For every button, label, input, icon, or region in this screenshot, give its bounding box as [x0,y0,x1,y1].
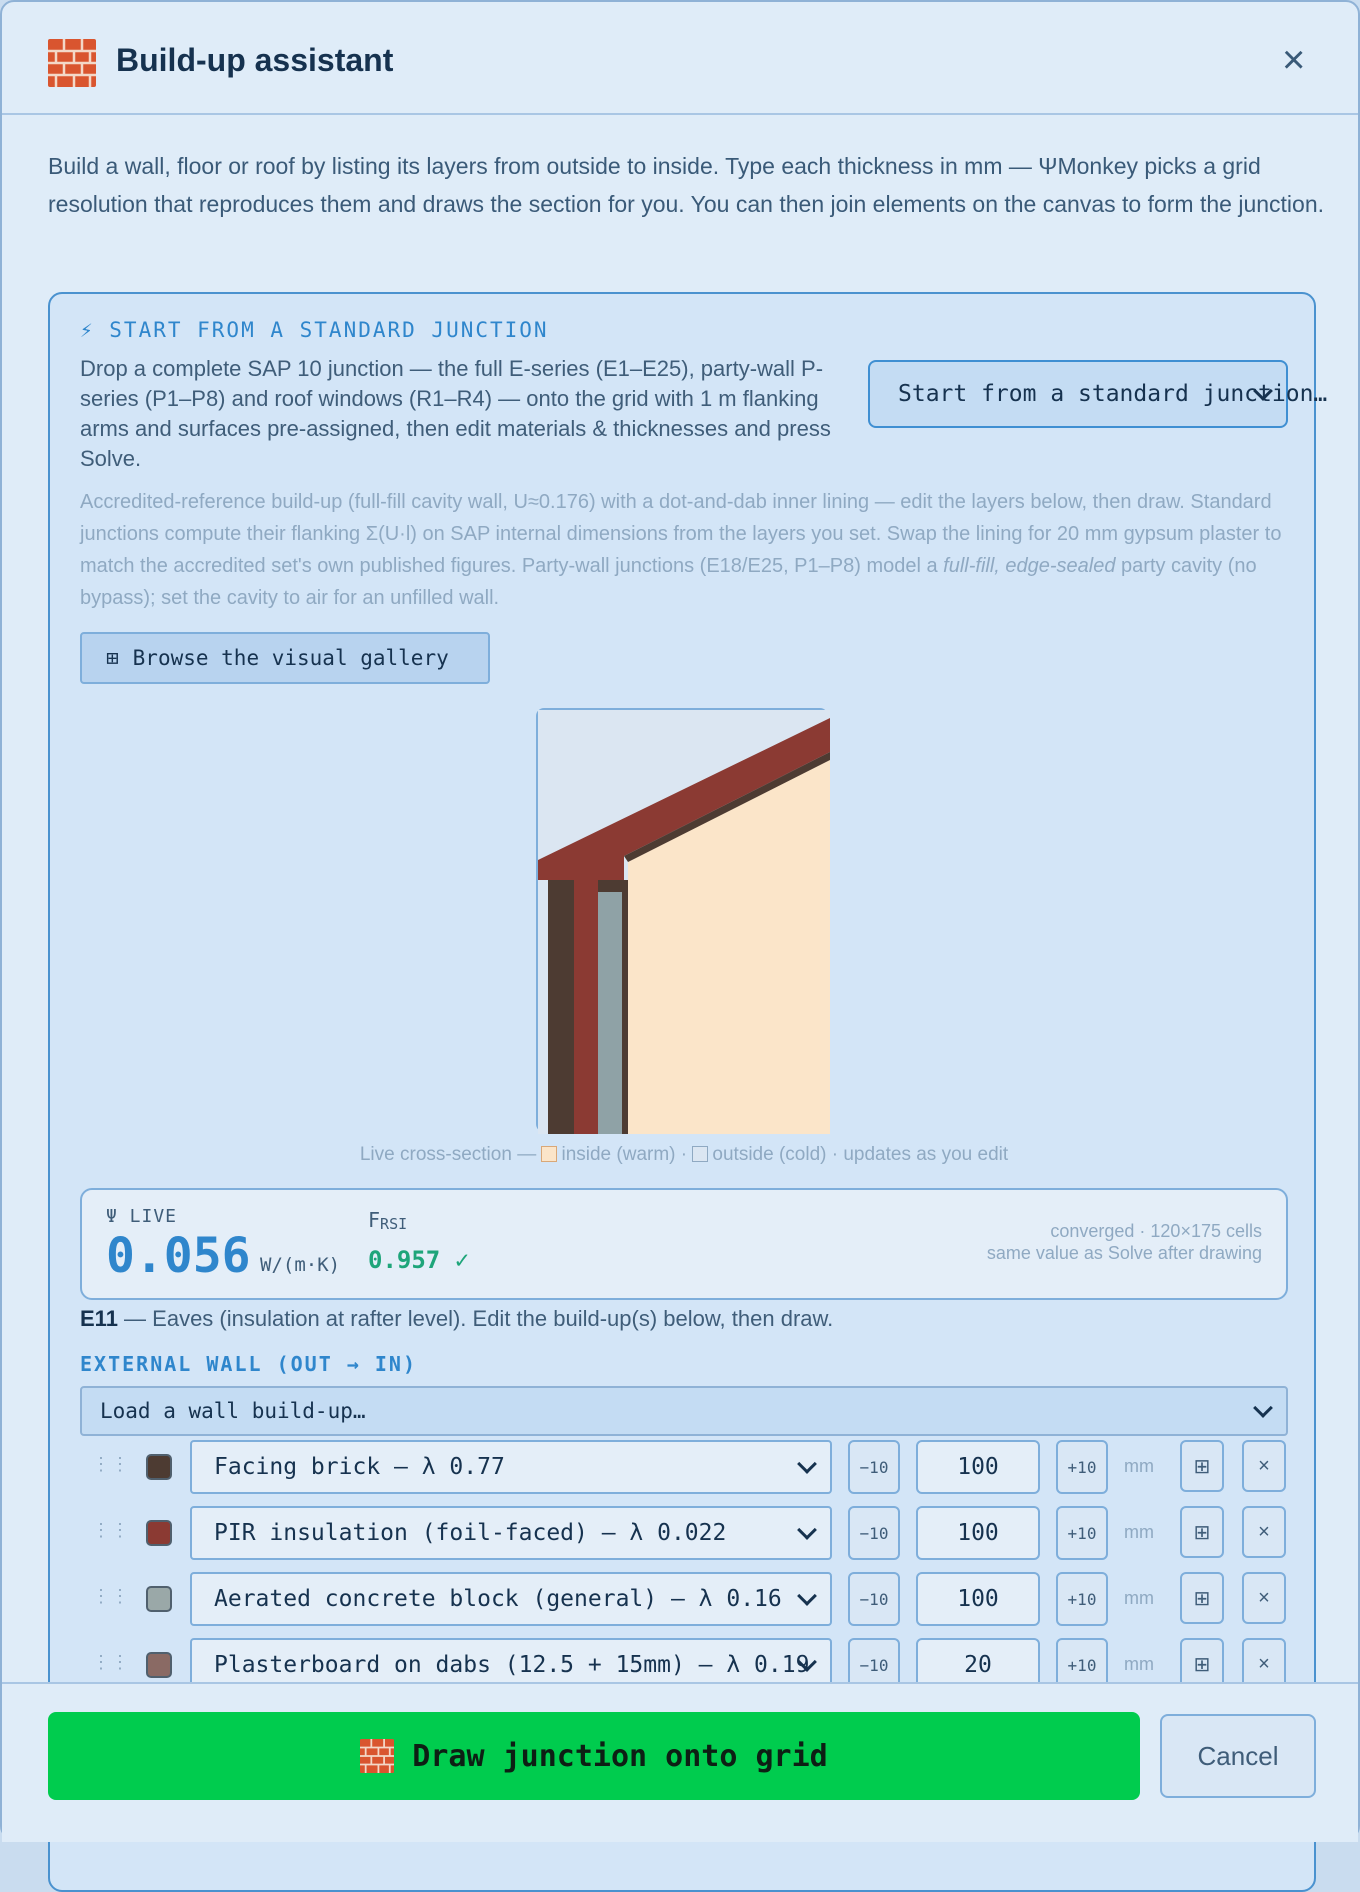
standard-junction-select-value: Start from a standard junction… [898,381,1328,407]
external-wall-heading: EXTERNAL WALL (OUT → IN) [80,1352,417,1376]
live-psi-panel [80,1188,1288,1300]
dialog-footer [2,1682,1358,1842]
delete-layer-icon[interactable]: × [1242,1440,1286,1492]
grid-icon: ⊞ [106,646,119,670]
layer-row [80,1440,1288,1494]
layer-row [80,1506,1288,1560]
live-cross-section [536,708,828,1132]
decrease-thickness-button[interactable]: −10 [848,1638,900,1692]
frsi-value: 0.957 ✓ [368,1246,470,1274]
drag-handle-icon[interactable]: ⋮⋮ [92,1520,130,1540]
dialog-header [2,2,1358,115]
duplicate-layer-icon[interactable]: ⊞ [1180,1440,1224,1492]
thickness-unit: mm [1124,1588,1154,1608]
layer-material-value: Plasterboard on dabs (12.5 + 15mm) — λ 0.19 [214,1652,810,1678]
thickness-unit: mm [1124,1654,1154,1674]
layer-color-swatch [146,1520,172,1546]
standard-junction-heading: ⚡ START FROM A STANDARD JUNCTION [80,318,549,342]
increase-thickness-button[interactable]: +10 [1056,1572,1108,1626]
wall-block [598,892,622,1134]
drag-handle-icon[interactable]: ⋮⋮ [92,1652,130,1672]
reference-note [80,486,1290,614]
layer-thickness-input[interactable]: 20 [916,1638,1040,1692]
reference-note-part1: Accredited-reference build-up (full-fill cavity wall, U≈0.176) with a dot-and-dab inner lining — edit the layers below, then draw. Standard junctions compute their flanking Σ(U·l) on SAP internal dimensions from the layers you set. Swap the lining for 20 mm gypsum plaster to match the accredited set's own published figures. Party-wall junctions (E18/E25, P1–P8) model a [80,491,1282,577]
thickness-unit: mm [1124,1456,1154,1476]
inside-label: inside (warm) [561,1144,676,1165]
standard-junction-description: Drop a complete SAP 10 junction — the full E-series (E1–E25), party-wall P-series (P1–P8) and roof windows (R1–R4) — onto the grid with 1 m flanking arms and surfaces pre-assigned, then edit materials & thicknesses and press Solve. [80,356,831,471]
inside-swatch [541,1146,557,1162]
caption-separator: · [680,1144,688,1165]
load-wall-buildup-value: Load a wall build-up… [100,1399,366,1423]
standard-junction-panel [48,292,1328,1892]
browse-gallery-button[interactable] [80,632,490,684]
junction-description [80,1306,833,1332]
solver-status-line1: converged · 120×175 cells [1050,1221,1262,1241]
outside-swatch [692,1146,708,1162]
layer-material-select[interactable] [190,1572,832,1626]
layer-material-select[interactable] [190,1506,832,1560]
dialog-title: Build-up assistant [116,42,394,78]
delete-layer-icon[interactable]: × [1242,1638,1286,1690]
duplicate-layer-icon[interactable]: ⊞ [1180,1506,1224,1558]
junction-description-text: — Eaves (insulation at rafter level). Edit the build-up(s) below, then draw. [117,1306,834,1331]
layer-color-swatch [146,1652,172,1678]
frsi-label [368,1208,407,1233]
solver-status [987,1220,1262,1264]
drag-handle-icon[interactable]: ⋮⋮ [92,1454,130,1474]
solver-status-line2: same value as Solve after drawing [986,1243,1262,1263]
standard-junction-select[interactable] [868,360,1328,428]
psi-value: 0.056 [106,1228,251,1284]
junction-code: E11 [80,1306,118,1331]
caption-prefix: Live cross-section — [359,1144,537,1165]
cross-section-caption [50,1144,1318,1166]
delete-layer-icon[interactable]: × [1242,1572,1286,1624]
chevron-down-icon [797,1454,817,1474]
layer-color-swatch [146,1454,172,1480]
increase-thickness-button[interactable]: +10 [1056,1440,1108,1494]
layer-row [80,1572,1288,1626]
decrease-thickness-button[interactable]: −10 [848,1572,900,1626]
layer-material-value: Aerated concrete block (general) — λ 0.16 [214,1586,782,1612]
layer-material-value: PIR insulation (foil-faced) — λ 0.022 [214,1520,727,1546]
reference-note-part2: party cavity (no bypass); set the cavity to air for an unfilled wall. [80,555,1257,609]
draw-junction-label: Draw junction onto grid [412,1738,828,1774]
brick-wall-icon [360,1739,394,1773]
wall-facing-brick [548,880,574,1134]
outside-label: outside (cold) · updates as you edit [712,1144,1009,1165]
duplicate-layer-icon[interactable]: ⊞ [1180,1572,1224,1624]
chevron-down-icon [797,1520,817,1540]
psi-unit: W/(m·K) [260,1254,341,1276]
frsi-label-main: F [368,1208,381,1232]
wall-lining [622,880,628,1134]
thickness-unit: mm [1124,1522,1154,1542]
close-icon[interactable]: × [1282,38,1306,82]
brick-wall-icon [48,39,96,87]
drag-handle-icon[interactable]: ⋮⋮ [92,1586,130,1606]
chevron-down-icon [797,1586,817,1606]
duplicate-layer-icon[interactable]: ⊞ [1180,1638,1224,1690]
layer-color-swatch [146,1586,172,1612]
intro-text: Build a wall, floor or roof by listing its layers from outside to inside. Type each thickness in mm — ΨMonkey picks a grid resolution that reproduces them and draws the section for you. You can then join elements on the canvas to form the junction. [48,153,1324,217]
delete-layer-icon[interactable]: × [1242,1506,1286,1558]
layer-thickness-input[interactable]: 100 [916,1440,1040,1494]
wall-insulation [574,880,598,1134]
cancel-button[interactable]: Cancel [1160,1714,1316,1798]
decrease-thickness-button[interactable]: −10 [848,1506,900,1560]
chevron-down-icon [1253,1398,1273,1418]
layer-thickness-input[interactable]: 100 [916,1506,1040,1560]
increase-thickness-button[interactable]: +10 [1056,1506,1108,1560]
reference-note-emphasis: full-fill, edge-sealed [943,555,1116,577]
layer-thickness-input[interactable]: 100 [916,1572,1040,1626]
layer-material-value: Facing brick — λ 0.77 [214,1454,505,1480]
frsi-label-sub: RSI [380,1215,408,1233]
decrease-thickness-button[interactable]: −10 [848,1440,900,1494]
cross-section-drawing [538,710,830,1134]
draw-junction-button[interactable] [48,1712,1140,1800]
increase-thickness-button[interactable]: +10 [1056,1638,1108,1692]
load-wall-buildup-select[interactable] [80,1386,1288,1436]
wall-plate [598,880,628,892]
layer-material-select[interactable] [190,1440,832,1494]
live-label: Ψ LIVE [106,1206,178,1227]
browse-gallery-label: Browse the visual gallery [132,646,449,670]
